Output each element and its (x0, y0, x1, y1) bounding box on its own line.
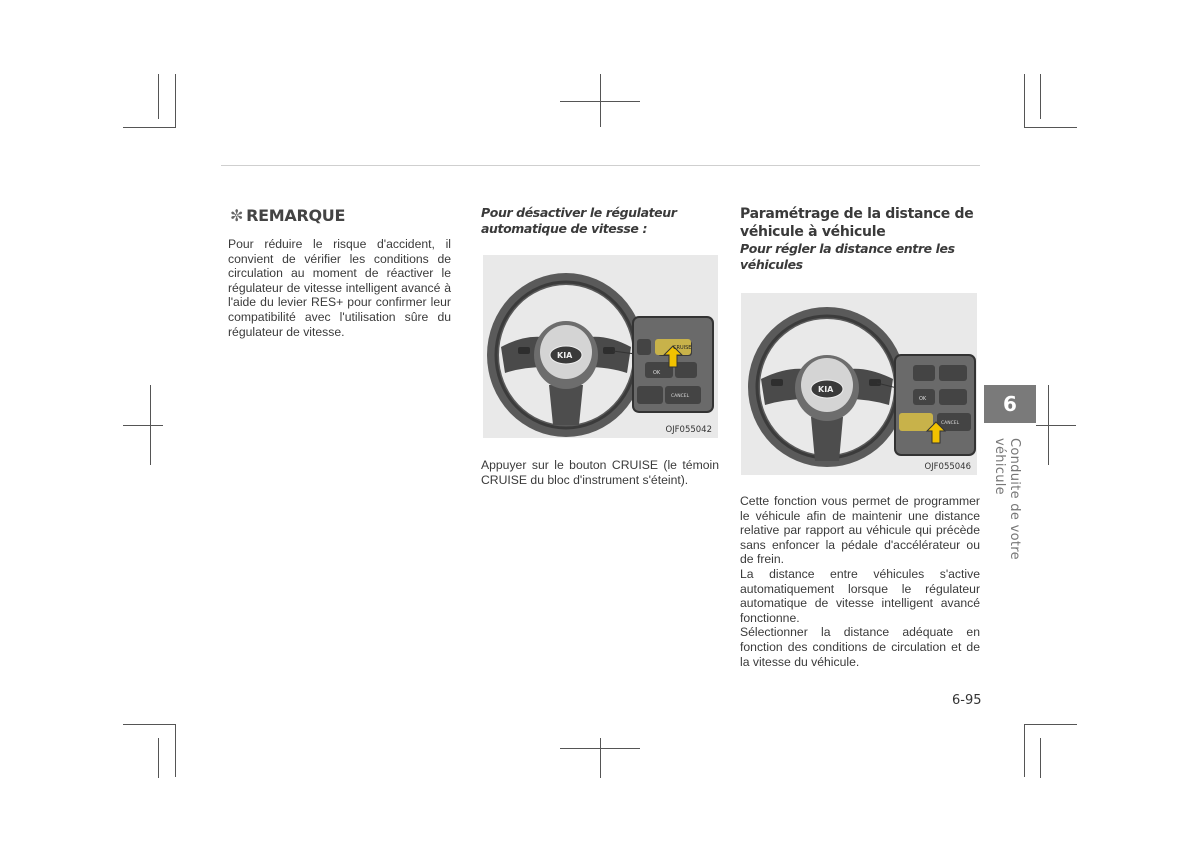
distance-paragraph: Cette fonction vous permet de programmer le véhicule afin de maintenir une distance relative par rapport au véhicule qui précède sans enfoncer la pédale d'accélérateur ou de frein. (740, 494, 980, 567)
crop-mark (1040, 738, 1041, 778)
distance-paragraph: Sélectionner la distance adéquate en fonction des conditions de circulation et de la vitesse du véhicule. (740, 625, 980, 669)
header-rule (221, 165, 980, 166)
steering-wheel-figure-distance (741, 293, 977, 475)
crop-mark (158, 74, 159, 119)
figure-code: OJF055046 (924, 462, 971, 472)
deactivate-subheading: Pour désactiver le régulateur automatique de vitesse : (481, 205, 677, 236)
steering-wheel-illustration (741, 293, 977, 475)
note-heading-label: REMARQUE (246, 206, 346, 225)
note-star-icon: ✼ (230, 206, 244, 225)
distance-section (740, 205, 980, 273)
kia-logo: KIA (818, 385, 834, 394)
remarque-section (228, 206, 451, 339)
steering-wheel-figure-cruise (483, 255, 718, 438)
chapter-tab: 6 (984, 385, 1036, 423)
deactivate-body (481, 458, 719, 487)
note-text: Pour réduire le risque d'accident, il convient de vérifier les conditions de circulation au moment de réactiver le régulateur de vitesse intelligent avancé à l'aide du levier RES+ pour confirmer leur compatibilité avec l'utilisation sûre du régulateur de vitesse. (228, 237, 451, 339)
crop-mark (1024, 74, 1025, 127)
chapter-title: Conduite de votre véhicule (992, 438, 1022, 560)
crop-mark (1036, 425, 1076, 426)
crop-mark (1024, 724, 1025, 777)
ok-button-label: OK (919, 396, 927, 402)
crop-mark (1048, 385, 1049, 465)
crop-mark (158, 738, 159, 778)
page-number: 6-95 (952, 693, 982, 708)
crop-mark (123, 425, 163, 426)
distance-subheading: Pour régler la distance entre les véhicules (740, 241, 955, 272)
cancel-button-label: CANCEL (941, 421, 960, 426)
deactivate-section (481, 205, 719, 237)
cruise-button-label: CRUISE (673, 345, 692, 351)
distance-body (740, 494, 980, 669)
crop-mark (1024, 127, 1077, 128)
distance-title: Paramétrage de la distance de véhicule à véhicule (740, 206, 974, 240)
crop-mark (150, 385, 151, 465)
steering-wheel-illustration (483, 255, 718, 438)
ok-button-label: OK (653, 370, 661, 376)
crop-mark (123, 127, 176, 128)
crop-mark (175, 724, 176, 777)
figure-code: OJF055042 (665, 425, 712, 435)
crop-mark (600, 738, 601, 778)
crop-mark (123, 724, 176, 725)
kia-logo: KIA (557, 351, 573, 360)
cancel-button-label: CANCEL (671, 394, 690, 399)
note-heading (230, 206, 451, 225)
deactivate-text: Appuyer sur le bouton CRUISE (le témoin CRUISE du bloc d'instrument s'éteint). (481, 458, 719, 487)
crop-mark (1024, 724, 1077, 725)
crop-mark (175, 74, 176, 127)
crop-mark (600, 74, 601, 127)
crop-mark (1040, 74, 1041, 119)
distance-paragraph: La distance entre véhicules s'active automatiquement lorsque le régulateur automatique de vitesse intelligent avancé fonctionne. (740, 566, 980, 625)
